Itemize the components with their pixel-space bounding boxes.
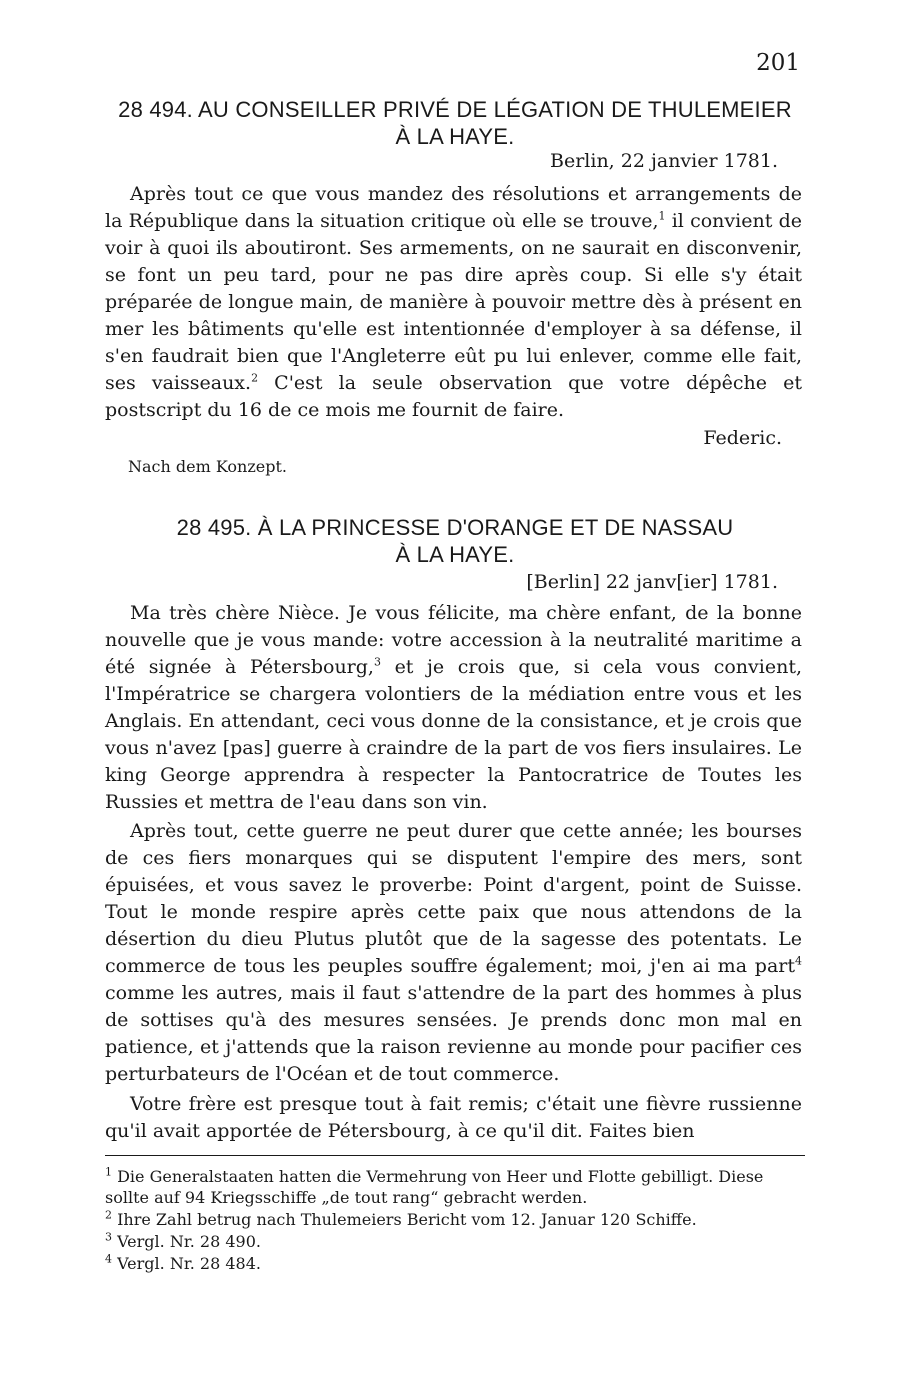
footnote-rule: [105, 1155, 805, 1156]
letter-body-28495-p2: [105, 818, 802, 1088]
letter-text: C'est la seule observation que votre dépêche et postscript du 16 de ce mois me fournit de faire.: [105, 372, 802, 421]
letter-body-28494: [105, 181, 802, 424]
footnote-mark: 4: [105, 1252, 112, 1266]
footnote-text: Vergl. Nr. 28 490.: [117, 1232, 261, 1251]
letter-dateline-28495: [Berlin] 22 janv[ier] 1781.: [526, 571, 778, 593]
letter-text: comme les autres, mais il faut s'attendre de la part des hommes à plus de sottises qu'à des mesures sensées. Je prends donc mon mal en patience, et j'attends que la raison revienne au monde pour pacifier ces perturbateurs de l'Océan et de tout commerce.: [105, 982, 802, 1085]
footnote-ref: 4: [795, 954, 802, 968]
letter-dateline-28494: Berlin, 22 janvier 1781.: [550, 150, 778, 172]
letter-text: il convient de voir à quoi ils aboutiront. Ses armements, on ne saurait en disconvenir, se font un peu tard, pour ne pas dire après coup. Si elle s'y était préparée de longue main, de manière à pouvoir mettre dès à présent en mer les bâtiments qu'elle est intentionnée d'employer à sa défense, il s'en faudrait bien que l'Angleterre eût pu lui enlever, comme elle fait, ses vaisseaux.: [105, 210, 802, 394]
footnote-text: Die Generalstaaten hatten die Vermehrung von Heer und Flotte gebilligt. Diese sollte auf 94 Kriegsschiffe „de tout rang“ gebracht werden.: [105, 1167, 764, 1207]
source-note: Nach dem Konzept.: [128, 457, 287, 476]
footnote-4: [105, 1253, 810, 1274]
letter-heading-28495-line2: À LA HAYE.: [395, 542, 515, 567]
letter-text: Après tout, cette guerre ne peut durer que cette année; les bourses de ces fiers monarques qui se disputent l'empire des mers, sont épuisées, et vous savez le proverbe: Point d'argent, point de Suisse. Tout le monde respire après cette paix que nous attendons de la désertion du dieu Plutus plutôt que de la sagesse des potentats. Le commerce de tous les peuples souffre également; moi, j'en ai ma part: [105, 820, 802, 977]
footnote-text: Ihre Zahl betrug nach Thulemeiers Bericht vom 12. Januar 120 Schiffe.: [117, 1210, 697, 1229]
letter-text: Ma très chère Nièce. Je vous félicite, ma chère enfant, de la bonne nouvelle que je vous mande: votre accession à la neutralité maritime a été signée à Pétersbourg,: [105, 602, 802, 678]
letter-text: Après tout ce que vous mandez des résolutions et arrangements de la République dans la situation critique où elle se trouve,: [105, 183, 802, 232]
footnote-text: Vergl. Nr. 28 484.: [117, 1254, 261, 1273]
page-number: 201: [756, 50, 800, 76]
footnote-2: [105, 1209, 810, 1230]
footnote-ref: 1: [658, 209, 666, 223]
signature: Federic.: [703, 427, 782, 449]
letter-heading-28495-line1: 28 495. À LA PRINCESSE D'ORANGE ET DE NASSAU: [176, 515, 734, 540]
letter-text: et je crois que, si cela vous convient, l'Impératrice se chargera volontiers de la médiation entre vous et les Anglais. En attendant, ceci vous donne de la consistance, et je crois que vous n'avez [pas] guerre à craindre de la part de vos fiers insulaires. Le king George apprendra à respecter la Pantocratrice de Toutes les Russies et mettra de l'eau dans son vin.: [105, 656, 802, 813]
footnote-mark: 2: [105, 1208, 112, 1222]
footnote-ref: 2: [251, 371, 259, 385]
letter-heading-28494-line1: 28 494. AU CONSEILLER PRIVÉ DE LÉGATION DE THULEMEIER: [118, 97, 792, 122]
footnote-mark: 1: [105, 1165, 112, 1179]
letter-body-28495-p3: Votre frère est presque tout à fait remis; c'était une fièvre russienne qu'il avait apportée de Pétersbourg, à ce qu'il dit. Faites bien: [105, 1093, 802, 1142]
footnote-3: [105, 1231, 810, 1252]
footnote-ref: 3: [373, 655, 381, 669]
footnote-mark: 3: [105, 1230, 112, 1244]
footnote-1: [105, 1166, 810, 1208]
letter-heading-28494-line2: À LA HAYE.: [395, 124, 515, 149]
letter-body-28495-p1: [105, 600, 802, 816]
